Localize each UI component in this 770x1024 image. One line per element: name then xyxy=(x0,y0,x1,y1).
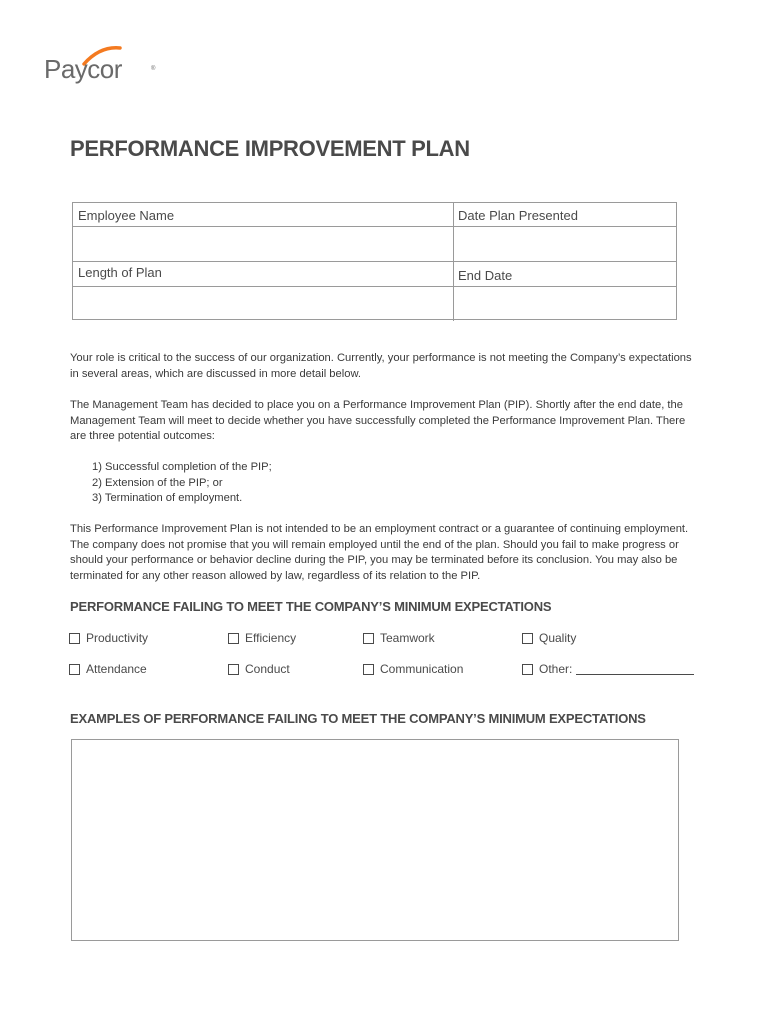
length-of-plan-label: Length of Plan xyxy=(78,265,162,280)
checkbox-icon[interactable] xyxy=(363,664,374,675)
checkbox-icon[interactable] xyxy=(69,664,80,675)
outcomes-list xyxy=(92,460,272,507)
checkbox-icon[interactable] xyxy=(522,664,533,675)
checkbox-label: Teamwork xyxy=(380,631,435,645)
checkbox-label: Quality xyxy=(539,631,577,645)
checkbox-label: Attendance xyxy=(86,662,147,676)
paycor-logo xyxy=(44,44,164,88)
list-item: 2) Extension of the PIP; or xyxy=(92,476,223,489)
table-divider xyxy=(73,261,676,262)
checkbox-label: Productivity xyxy=(86,631,149,645)
checkbox-communication[interactable] xyxy=(363,662,463,676)
employee-info-table xyxy=(72,202,677,320)
examples-text-area[interactable] xyxy=(71,739,679,941)
failing-section-heading: PERFORMANCE FAILING TO MEET THE COMPANY’S MINIMUM EXPECTATIONS xyxy=(70,599,552,614)
checkbox-quality[interactable] xyxy=(522,631,576,645)
checkbox-icon[interactable] xyxy=(522,633,533,644)
date-presented-field[interactable] xyxy=(454,227,676,261)
examples-section-heading: EXAMPLES OF PERFORMANCE FAILING TO MEET THE COMPANY’S MINIMUM EXPECTATIONS xyxy=(70,711,646,726)
checkbox-label: Other: xyxy=(539,662,573,676)
intro-paragraph-1: Your role is critical to the success of our organization. Currently, your performance is not meeting the Company’s expectations in several areas, which are discussed in more detail below. xyxy=(70,352,692,380)
page-title: PERFORMANCE IMPROVEMENT PLAN xyxy=(70,136,470,161)
checkbox-icon[interactable] xyxy=(69,633,80,644)
end-date-label: End Date xyxy=(458,268,513,283)
checkbox-label: Conduct xyxy=(245,662,290,676)
employee-name-field[interactable] xyxy=(73,227,453,261)
checkbox-efficiency[interactable] xyxy=(228,631,296,645)
checkbox-label: Efficiency xyxy=(245,631,297,645)
other-input-line[interactable] xyxy=(576,664,694,675)
checkbox-other[interactable] xyxy=(522,662,694,676)
intro-paragraph-2: The Management Team has decided to place you on a Performance Improvement Plan (PIP). Shortly after the end date, the Management Team will meet to decide whether you have successfully completed the Performance Improvement Plan. There are three potential outcomes: xyxy=(70,399,686,442)
date-presented-label: Date Plan Presented xyxy=(458,208,578,223)
employee-name-label: Employee Name xyxy=(78,208,175,223)
length-of-plan-field[interactable] xyxy=(73,287,453,320)
checkbox-productivity[interactable] xyxy=(69,631,148,645)
checkbox-icon[interactable] xyxy=(228,633,239,644)
checkbox-attendance[interactable] xyxy=(69,662,147,676)
checkbox-label: Communication xyxy=(380,662,464,676)
checkbox-conduct[interactable] xyxy=(228,662,290,676)
registered-mark: ® xyxy=(151,66,156,72)
checkbox-icon[interactable] xyxy=(228,664,239,675)
end-date-field[interactable] xyxy=(454,287,676,320)
list-item: 1) Successful completion of the PIP; xyxy=(92,461,272,473)
intro-paragraph-3: This Performance Improvement Plan is not intended to be an employment contract or a guarantee of continuing employment. The company does not promise that you will remain employed until the end of the plan. Should you fail to make progress or should your performance or behavior decline during the PIP, you may be terminated before its conclusion. You may also be terminated for any other reason allowed by law, regardless of its relation to the PIP. xyxy=(70,523,689,582)
list-item: 3) Termination of employment. xyxy=(92,492,243,504)
checkbox-teamwork[interactable] xyxy=(363,631,435,645)
logo-text: Paycor xyxy=(44,54,122,84)
checkbox-icon[interactable] xyxy=(363,633,374,644)
